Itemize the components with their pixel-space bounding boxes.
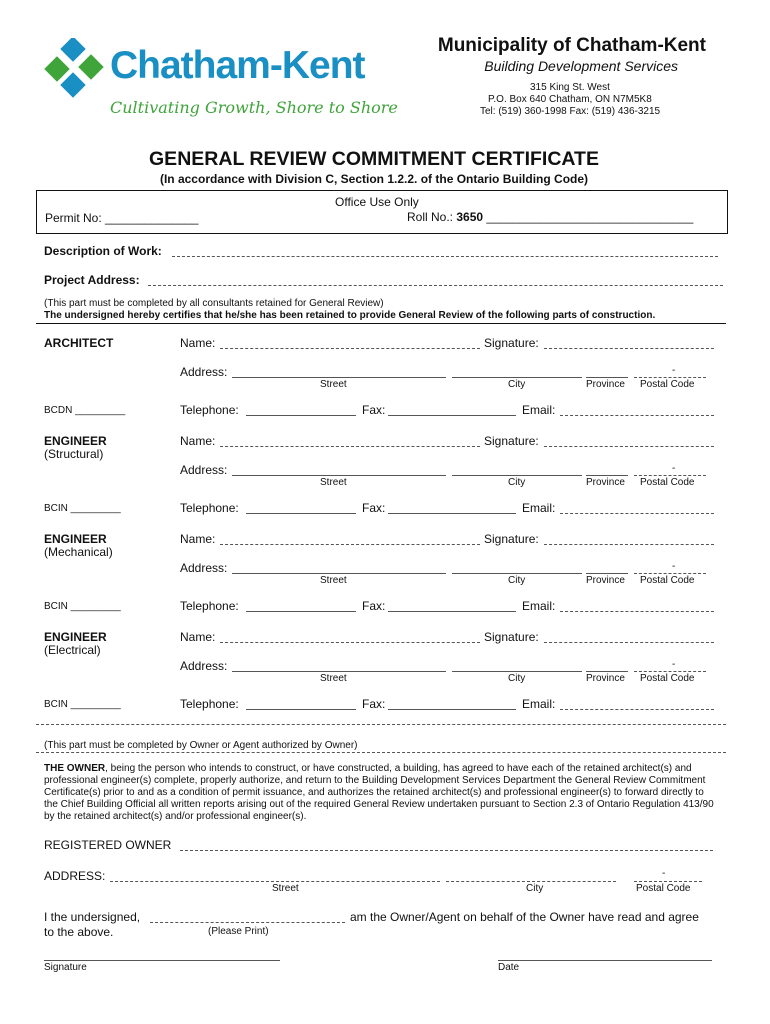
signature-label: Signature:	[484, 532, 539, 546]
owner-street-caption: Street	[272, 883, 299, 894]
fax-field[interactable]	[388, 415, 516, 416]
signature-label: Signature:	[484, 336, 539, 350]
name-label: Name:	[180, 630, 216, 644]
postal-field[interactable]	[634, 377, 706, 378]
section-reg-number[interactable]: BCDN _________	[44, 405, 126, 416]
street-caption: Street	[320, 575, 347, 586]
date-line[interactable]	[498, 960, 712, 961]
province-field[interactable]	[586, 573, 628, 574]
section-subtitle: (Mechanical)	[44, 545, 113, 559]
undersigned-label: I the undersigned,	[44, 910, 141, 924]
owner-postal-field[interactable]	[634, 881, 702, 882]
signature-field[interactable]	[544, 348, 714, 349]
province-caption: Province	[586, 575, 625, 586]
name-label: Name:	[180, 532, 216, 546]
signature-field[interactable]	[544, 544, 714, 545]
postal-caption: Postal Code	[640, 673, 695, 684]
signature-caption: Signature	[44, 962, 87, 973]
province-caption: Province	[586, 477, 625, 488]
street-caption: Street	[320, 379, 347, 390]
logo	[44, 38, 398, 128]
email-field[interactable]	[560, 709, 714, 710]
email-label: Email:	[522, 599, 556, 613]
signature-label: Signature:	[484, 630, 539, 644]
telephone-label: Telephone:	[180, 599, 239, 613]
address-label: Address:	[180, 659, 228, 673]
fax-field[interactable]	[388, 611, 516, 612]
telephone-label: Telephone:	[180, 697, 239, 711]
consultant-note: (This part must be completed by all consultants retained for General Review)	[44, 298, 384, 309]
postal-dash: -	[672, 463, 676, 474]
province-field[interactable]	[586, 475, 628, 476]
telephone-field[interactable]	[246, 709, 356, 710]
province-field[interactable]	[586, 377, 628, 378]
city-field[interactable]	[452, 475, 582, 476]
address-label: Address:	[180, 561, 228, 575]
project-address-field[interactable]	[148, 285, 723, 286]
postal-caption: Postal Code	[640, 379, 695, 390]
telephone-field[interactable]	[246, 513, 356, 514]
postal-caption: Postal Code	[640, 575, 695, 586]
page-subtitle: (In accordance with Division C, Section 1.2.2. of the Ontario Building Code)	[159, 172, 589, 186]
owner-note: (This part must be completed by Owner or Agent authorized by Owner)	[44, 740, 358, 751]
city-caption: City	[508, 575, 526, 586]
street-field[interactable]	[232, 573, 446, 574]
telephone-label: Telephone:	[180, 403, 239, 417]
owner-city-caption: City	[526, 883, 544, 894]
section-title: ARCHITECT	[44, 336, 114, 350]
org-phone: Tel: (519) 360-1998 Fax: (519) 436-3215	[480, 106, 661, 117]
fax-label: Fax:	[362, 403, 386, 417]
owner-address-label: ADDRESS:	[44, 869, 106, 883]
section-reg-number[interactable]: BCIN _________	[44, 503, 121, 514]
signature-field[interactable]	[544, 446, 714, 447]
section-subtitle: (Electrical)	[44, 643, 101, 657]
description-field[interactable]	[172, 256, 718, 257]
undersigned-agree: to the above.	[44, 925, 114, 939]
postal-field[interactable]	[634, 475, 706, 476]
owner-lead: THE OWNER	[44, 763, 106, 774]
address-label: Address:	[180, 463, 228, 477]
fax-field[interactable]	[388, 709, 516, 710]
undersigned-statement: am the Owner/Agent on behalf of the Owner have read and agree	[350, 910, 699, 924]
city-caption: City	[508, 477, 526, 488]
permit-no-field[interactable]: Permit No: ______________	[45, 211, 199, 225]
email-field[interactable]	[560, 611, 714, 612]
office-use-label: Office Use Only	[335, 195, 419, 209]
roll-no-label: Roll No.:	[407, 210, 454, 224]
telephone-label: Telephone:	[180, 501, 239, 515]
org-address-2: P.O. Box 640 Chatham, ON N7M5K8	[488, 94, 652, 105]
postal-dash: -	[672, 561, 676, 572]
signature-line[interactable]	[44, 960, 280, 961]
postal-field[interactable]	[634, 671, 706, 672]
signature-label: Signature:	[484, 434, 539, 448]
fax-label: Fax:	[362, 697, 386, 711]
city-field[interactable]	[452, 377, 582, 378]
telephone-field[interactable]	[246, 611, 356, 612]
roll-no-line: _______________________________	[486, 210, 694, 224]
province-caption: Province	[586, 673, 625, 684]
city-field[interactable]	[452, 573, 582, 574]
office-use-box	[36, 190, 728, 234]
email-label: Email:	[522, 501, 556, 515]
owner-postal-dash: -	[662, 868, 666, 879]
postal-caption: Postal Code	[640, 477, 695, 488]
street-field[interactable]	[232, 671, 446, 672]
postal-dash: -	[672, 659, 676, 670]
street-caption: Street	[320, 477, 347, 488]
page-title: GENERAL REVIEW COMMITMENT CERTIFICATE	[149, 148, 599, 170]
fax-field[interactable]	[388, 513, 516, 514]
dept-name: Building Development Services	[484, 58, 678, 74]
name-field[interactable]	[220, 348, 480, 349]
street-caption: Street	[320, 673, 347, 684]
street-field[interactable]	[232, 377, 446, 378]
org-name: Municipality of Chatham-Kent	[437, 35, 706, 56]
logo-tagline: Cultivating Growth, Shore to Shore	[110, 98, 398, 117]
name-label: Name:	[180, 434, 216, 448]
logo-name: Chatham-Kent	[110, 44, 365, 87]
project-address-label: Project Address:	[44, 273, 140, 287]
date-caption: Date	[498, 962, 520, 973]
section-reg-number[interactable]: BCIN _________	[44, 601, 121, 612]
province-field[interactable]	[586, 671, 628, 672]
name-field[interactable]	[220, 446, 480, 447]
email-field[interactable]	[560, 513, 714, 514]
postal-field[interactable]	[634, 573, 706, 574]
section-subtitle: (Structural)	[44, 447, 104, 461]
street-field[interactable]	[232, 475, 446, 476]
owner-city-field[interactable]	[446, 881, 616, 882]
owner-street-field[interactable]	[110, 881, 440, 882]
fax-label: Fax:	[362, 501, 386, 515]
roll-no-field[interactable]	[407, 210, 693, 224]
please-print-caption: (Please Print)	[208, 926, 269, 937]
registered-owner-field[interactable]	[180, 850, 713, 851]
city-caption: City	[508, 673, 526, 684]
city-field[interactable]	[452, 671, 582, 672]
postal-dash: -	[672, 365, 676, 376]
owner-box	[36, 752, 726, 973]
email-field[interactable]	[560, 415, 714, 416]
section-reg-number[interactable]: BCIN _________	[44, 699, 121, 710]
section-title: ENGINEER	[44, 532, 107, 546]
name-field[interactable]	[220, 544, 480, 545]
province-caption: Province	[586, 379, 625, 390]
name-field[interactable]	[220, 642, 480, 643]
org-address-1: 315 King St. West	[530, 82, 610, 93]
section-title: ENGINEER	[44, 434, 107, 448]
telephone-field[interactable]	[246, 415, 356, 416]
fax-label: Fax:	[362, 599, 386, 613]
registered-owner-label: REGISTERED OWNER	[44, 838, 172, 852]
section-title: ENGINEER	[44, 630, 107, 644]
owner-postal-caption: Postal Code	[636, 883, 691, 894]
email-label: Email:	[522, 697, 556, 711]
signature-field[interactable]	[544, 642, 714, 643]
roll-no-value: 3650	[456, 210, 484, 224]
logo-diamond-icon	[44, 38, 110, 104]
name-label: Name:	[180, 336, 216, 350]
consultant-cert: The undersigned hereby certifies that he/she has been retained to provide General Review of the following parts of construction.	[44, 310, 656, 321]
undersigned-name-field[interactable]	[150, 922, 345, 923]
description-label: Description of Work:	[44, 244, 162, 258]
address-label: Address:	[180, 365, 228, 379]
city-caption: City	[508, 379, 526, 390]
owner-body: , being the person who intends to construct, or have constructed, a building, has agreed to have each of the retained architect(s) and professional engineer(s) complete, properly authorize, and return to the Building Development Services Department the General Review Commitment Certificate(s) prior to and as a condition of permit issuance, and authorizes the retained architect(s) and professional engineer(s) to forward directly to the Chief Building Official all written reports arising out of the required General Review undertaken pursuant to Section 2.3 of Ontario Regulation 413/90 by the retained architect(s) and/or professional engineer(s).	[44, 763, 714, 822]
email-label: Email:	[522, 403, 556, 417]
